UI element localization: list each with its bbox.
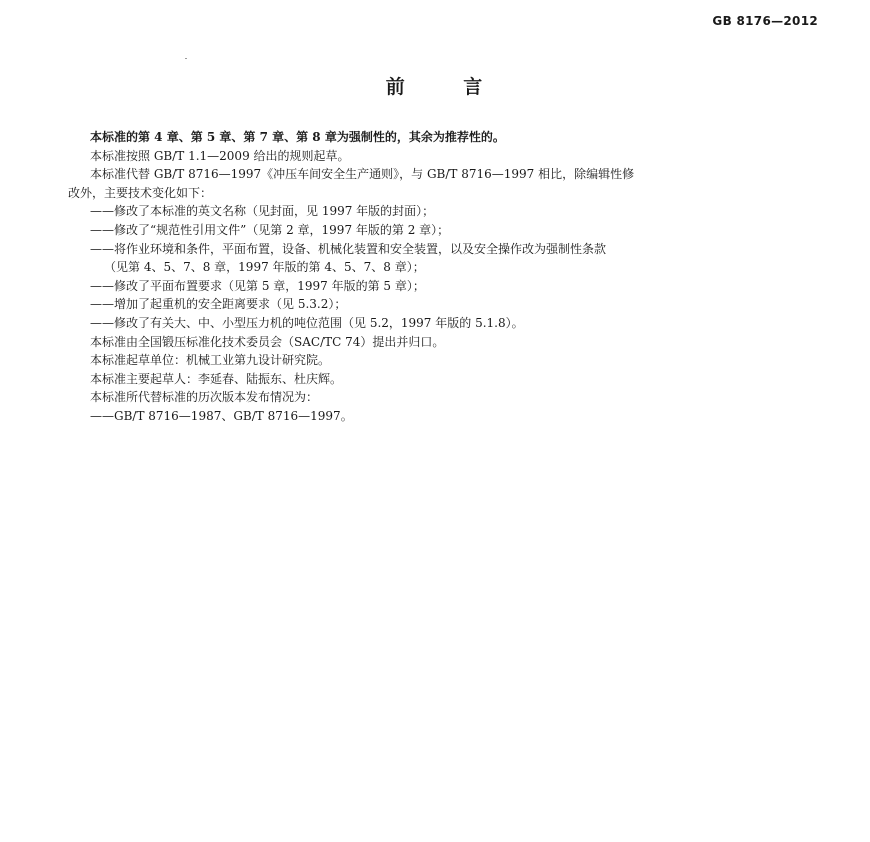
standard-code: GB 8176—2012: [712, 14, 818, 28]
foreword-body: [68, 128, 824, 426]
change-item: ——修改了有关大、中、小型压力机的吨位范围（见 5.2，1997 年版的 5.1.8）。: [90, 315, 524, 330]
paragraph-line: 改外，主要技术变化如下：: [68, 185, 213, 200]
paragraph-line: 本标准主要起草人：李延春、陆振东、杜庆辉。: [90, 371, 343, 386]
scan-speck: [185, 58, 187, 59]
paragraph-line: 本标准起草单位：机械工业第九设计研究院。: [90, 353, 331, 368]
paragraph-line: 本标准由全国锻压标准化技术委员会（SAC/TC 74）提出并归口。: [90, 334, 445, 349]
change-item-continuation: （见第 4、5、7、8 章，1997 年版的第 4、5、7、8 章）；: [104, 260, 425, 275]
change-item: ——修改了平面布置要求（见第 5 章，1997 年版的第 5 章）；: [90, 278, 425, 293]
history-item: ——GB/T 8716—1987、GB/T 8716—1997。: [90, 408, 353, 423]
paragraph-line: 本标准按照 GB/T 1.1—2009 给出的规则起草。: [90, 148, 350, 163]
paragraph-line: 本标准所代替标准的历次版本发布情况为：: [90, 390, 319, 405]
change-item: ——修改了“规范性引用文件”（见第 2 章，1997 年版的第 2 章）；: [90, 222, 450, 237]
change-item: ——增加了起重机的安全距离要求（见 5.3.2）；: [90, 297, 347, 312]
paragraph-line: 本标准的第 4 章、第 5 章、第 7 章、第 8 章为强制性的，其余为推荐性的。: [90, 130, 505, 144]
paragraph-line: 本标准代替 GB/T 8716—1997《冲压车间安全生产通则》，与 GB/T 8716—1997 相比，除编辑性修: [90, 167, 635, 182]
page-title: 前 言: [385, 76, 485, 98]
change-item: ——将作业环境和条件，平面布置，设备、机械化装置和安全装置，以及安全操作改为强制性条款: [90, 241, 607, 256]
change-item: ——修改了本标准的英文名称（见封面，见 1997 年版的封面）；: [90, 204, 435, 219]
